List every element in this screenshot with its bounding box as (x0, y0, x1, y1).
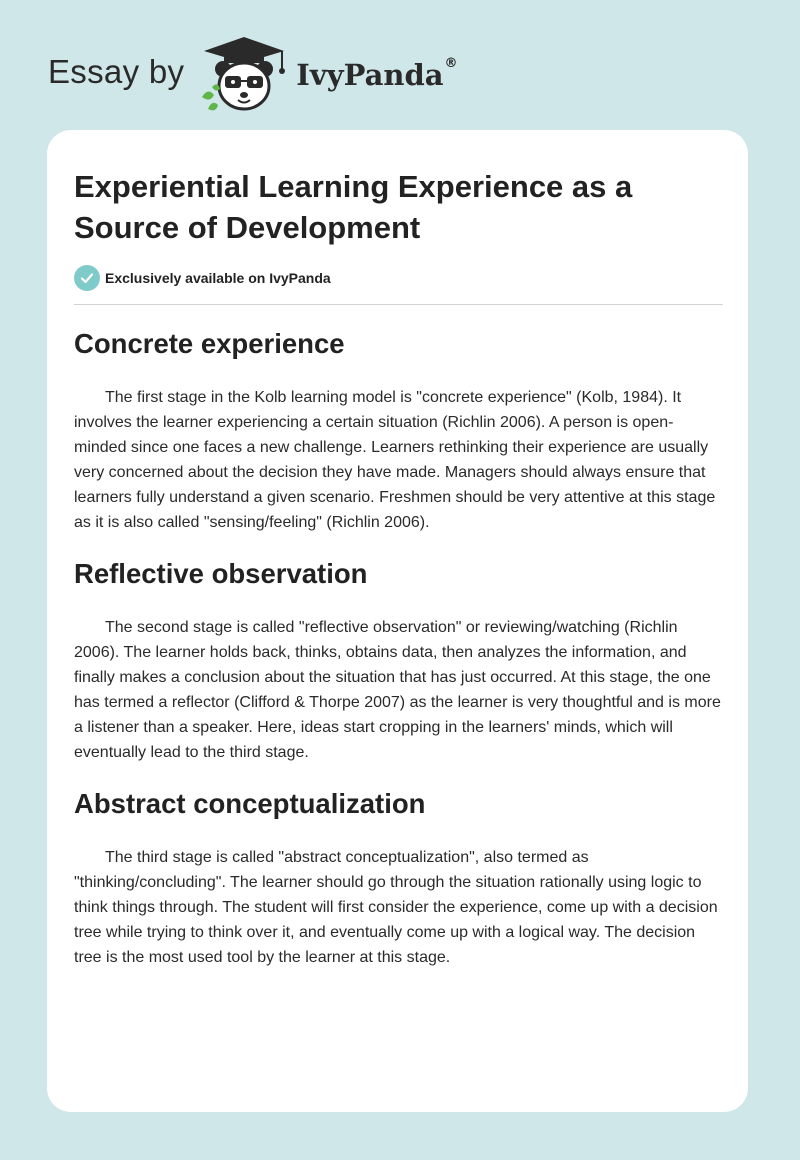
title-divider (74, 304, 723, 305)
section-abstract-conceptualization (74, 787, 723, 970)
section-paragraph: The second stage is called "reflective observation" or reviewing/watching (Richlin 2006). The learner holds back, thinks, obtains data, then analyzes the information, and finally makes a conclusion about the situation that has just occurred. At this stage, the one has termed a reflector (Clifford & Thorpe 2007) as the learner is very thoughtful and is more a listener than a speaker. Here, ideas start cropping in the learners' minds, which will eventually lead to the third stage. (74, 619, 721, 761)
site-header (48, 34, 458, 114)
section-reflective-observation (74, 557, 723, 765)
section-paragraph: The first stage in the Kolb learning model is "concrete experience" (Kolb, 1984). It involves the learner experiencing a certain situation (Richlin 2006). A person is open-minded since one faces a new challenge. Learners rethinking their experience are usually very concerned about the decision they have made. Managers should always ensure that learners fully understand a given scenario. Freshmen should be very attentive at this stage as it is also called "sensing/feeling" (Richlin 2006). (74, 389, 716, 531)
essay-by-label: Essay by (48, 53, 185, 90)
essay-content (74, 166, 723, 970)
exclusive-badge (74, 265, 723, 291)
essay-card (47, 130, 748, 1112)
brand-text: IvyPanda (296, 58, 444, 92)
section-heading: Reflective observation (74, 558, 368, 589)
ivypanda-logo-icon[interactable] (198, 35, 290, 113)
exclusive-label: Exclusively available on IvyPanda (105, 270, 331, 286)
brand-name[interactable] (296, 58, 457, 92)
section-paragraph: The third stage is called "abstract conceptualization", also termed as "thinking/concluding". The learner should go through the situation rationally using logic to think things through. The student will first consider the experience, come up with a decision tree while trying to think over it, and eventually come up with a logical way. The decision tree is the most used tool by the learner at this stage. (74, 849, 718, 966)
section-heading: Concrete experience (74, 328, 345, 359)
section-heading: Abstract conceptualization (74, 788, 426, 819)
registered-mark: ® (444, 56, 458, 71)
page-title: Experiential Learning Experience as a Source of Development (74, 169, 633, 245)
section-concrete-experience (74, 327, 723, 535)
check-circle-icon (74, 265, 100, 291)
